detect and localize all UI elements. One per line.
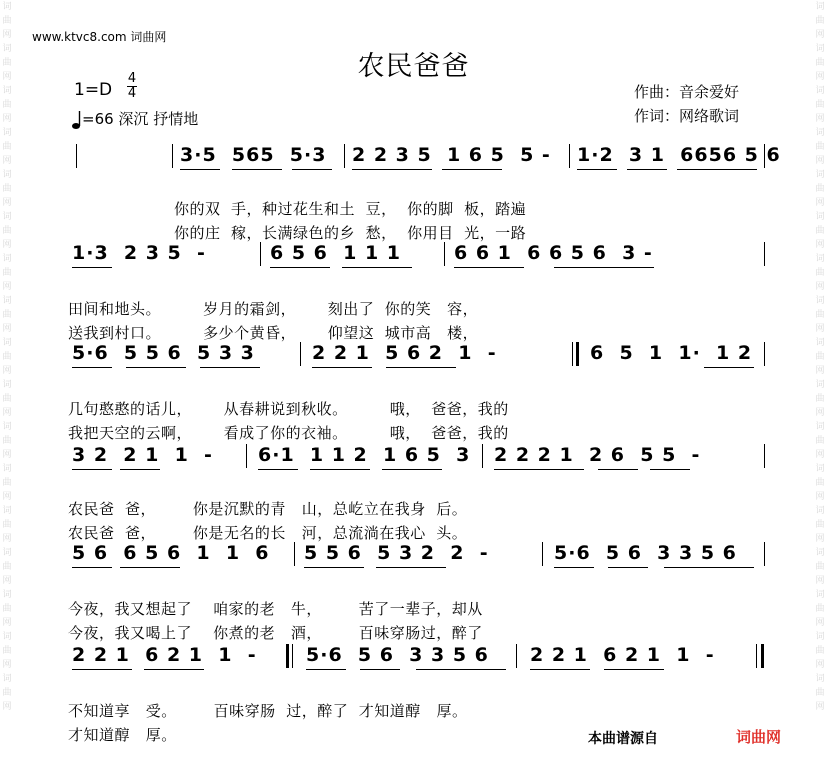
measure: 5·6 5 6 3 3 5 6 (306, 644, 489, 666)
beam (72, 567, 112, 568)
tempo-text: =66 深沉 抒情地 (82, 110, 199, 128)
measure: 1·3 2 3 5 - (72, 242, 206, 264)
beam (554, 567, 594, 568)
barline (569, 144, 570, 168)
beam (120, 567, 180, 568)
credits (634, 80, 739, 128)
barline (300, 342, 301, 366)
measure: 2 2 1 5 6 2 1 - (312, 342, 497, 364)
lyric-verse-1: 几句憨憨的话儿， 从春耕说到秋收。 哦， 爸爸，我的 (68, 400, 509, 418)
beam (376, 567, 446, 568)
meter-bottom: 4 (127, 86, 137, 101)
quarter-note-icon (72, 110, 82, 130)
barline (764, 144, 765, 168)
beam (312, 367, 372, 368)
beam (232, 169, 282, 170)
beam (577, 169, 617, 170)
barline (344, 144, 345, 168)
time-signature (127, 72, 137, 101)
measure: 2 2 2 1 2 6 5 5 - (494, 444, 701, 466)
beam (126, 367, 186, 368)
lyric-verse-2: 你的庄 稼，长满绿色的乡 愁， 你用目 光，一路 (174, 224, 527, 242)
beam (554, 267, 654, 268)
lyric-verse-2: 才知道醇 厚。 (68, 726, 177, 744)
repeat-start (572, 342, 573, 366)
beam (360, 669, 400, 670)
barline (516, 644, 517, 668)
lyric-verse-2: 送我到村口。 多少个黄昏， 仰望这 城市高 楼， (68, 324, 479, 342)
lyric-line (64, 706, 177, 744)
beam (120, 469, 160, 470)
beam (306, 669, 346, 670)
beam (382, 469, 442, 470)
notation-row-4 (64, 444, 774, 468)
lyric-verse-2: 今夜，我又喝上了 你煮的老 酒， 百味穿肠过，醉了 (68, 624, 483, 642)
beam (72, 367, 112, 368)
barline (482, 444, 483, 468)
beam (627, 169, 667, 170)
brand-link[interactable]: 词曲网 (736, 728, 782, 746)
measure: 5·6 5 6 3 3 5 6 (554, 542, 737, 564)
measure: 2 2 1 6 2 1 1 - (72, 644, 257, 666)
beam (530, 669, 590, 670)
beam (180, 169, 220, 170)
lyric-verse-1: 田间和地头。 岁月的霜剑， 刻出了 你的笑 容， (68, 300, 479, 318)
beam (258, 469, 298, 470)
notation-row-1 (64, 144, 781, 168)
key-signature: 1=D (74, 80, 113, 100)
watermark-right: 词曲网词曲网词曲网词曲网词曲网词曲网词曲网词曲网词曲网词曲网词曲网词曲网词曲网词曲网词曲网词曲网词曲网 (815, 2, 825, 712)
measure: 2 2 1 6 2 1 1 - (530, 644, 715, 666)
beam (386, 367, 456, 368)
lyric-verse-2: 农民爸 爸， 你是无名的长 河，总流淌在我心 头。 (68, 524, 468, 542)
lyric-verse-1: 农民爸 爸， 你是沉默的青 山，总屹立在我身 后。 (68, 500, 468, 518)
beam (494, 469, 584, 470)
measure: 2 2 3 5 1 6 5 5 - (352, 144, 551, 166)
barline (542, 542, 543, 566)
beam (704, 367, 754, 368)
beam (72, 469, 112, 470)
measure: 6 6 1 6 6 5 6 3 - (454, 242, 653, 264)
beam (342, 267, 412, 268)
measure: 5 5 6 5 3 2 2 - (304, 542, 489, 564)
beam (72, 669, 132, 670)
final-barline (756, 644, 757, 668)
barline (76, 144, 77, 168)
notation-row-6 (64, 644, 774, 668)
notation-row-2 (64, 242, 774, 266)
beam (442, 169, 502, 170)
watermark-left: 词曲网词曲网词曲网词曲网词曲网词曲网词曲网词曲网词曲网词曲网词曲网词曲网词曲网词曲网词曲网词曲网词曲网 (2, 2, 12, 712)
barline (764, 342, 765, 366)
beam (72, 267, 112, 268)
beam (608, 567, 648, 568)
barline (172, 144, 173, 168)
lyric-verse-1: 你的双 手，种过花生和土 豆， 你的脚 板，踏遍 (174, 200, 527, 218)
measure: 3·5 565 5·3 (180, 144, 327, 166)
beam (310, 469, 370, 470)
barline (764, 242, 765, 266)
barline (260, 242, 261, 266)
measure: 6 5 1 1· 1 2 (590, 342, 753, 364)
measure: 3 2 2 1 1 - (72, 444, 213, 466)
beam (650, 469, 690, 470)
beam (454, 267, 524, 268)
beam (270, 267, 330, 268)
barline (764, 542, 765, 566)
lyric-verse-1: 不知道享 受。 百味穿肠 过，醉了 才知道醇 厚。 (68, 702, 468, 720)
barline (294, 542, 295, 566)
beam (598, 469, 638, 470)
beam (304, 567, 364, 568)
beam (200, 367, 260, 368)
lyricist-credit: 作词：网络歌词 (634, 107, 740, 125)
beam (416, 669, 506, 670)
composer-credit: 作曲：音余爱好 (634, 83, 740, 101)
measure: 6 5 6 1 1 1 (270, 242, 402, 264)
beam (664, 567, 754, 568)
measure: 1·2 3 1 6656 5 6 (577, 144, 781, 166)
beam (604, 669, 664, 670)
beam (677, 169, 757, 170)
notation-row-5 (64, 542, 774, 566)
beam (292, 169, 332, 170)
barline (292, 644, 293, 668)
beam (352, 169, 432, 170)
beam (144, 669, 204, 670)
barline (444, 242, 445, 266)
final-barline-thick (761, 644, 764, 668)
measure: 6·1 1 1 2 1 6 5 3 (258, 444, 471, 466)
repeat-start-thick (576, 342, 579, 366)
source-note: 本曲谱源自 (588, 731, 658, 747)
barline (764, 444, 765, 468)
notation-row-3 (64, 342, 774, 366)
repeat-end (286, 644, 289, 668)
measure: 5 6 6 5 6 1 1 6 (72, 542, 270, 564)
meter-top: 4 (127, 71, 137, 86)
tempo-marking (72, 108, 198, 130)
site-header: www.ktvc8.com 词曲网 (32, 30, 167, 44)
barline (246, 444, 247, 468)
lyric-verse-2: 我把天空的云啊， 看成了你的衣袖。 哦， 爸爸，我的 (68, 424, 509, 442)
measure: 5·6 5 5 6 5 3 3 (72, 342, 255, 364)
lyric-verse-1: 今夜，我又想起了 咱家的老 牛， 苦了一辈子，却从 (68, 600, 483, 618)
song-title: 农民爸爸 (357, 51, 470, 82)
